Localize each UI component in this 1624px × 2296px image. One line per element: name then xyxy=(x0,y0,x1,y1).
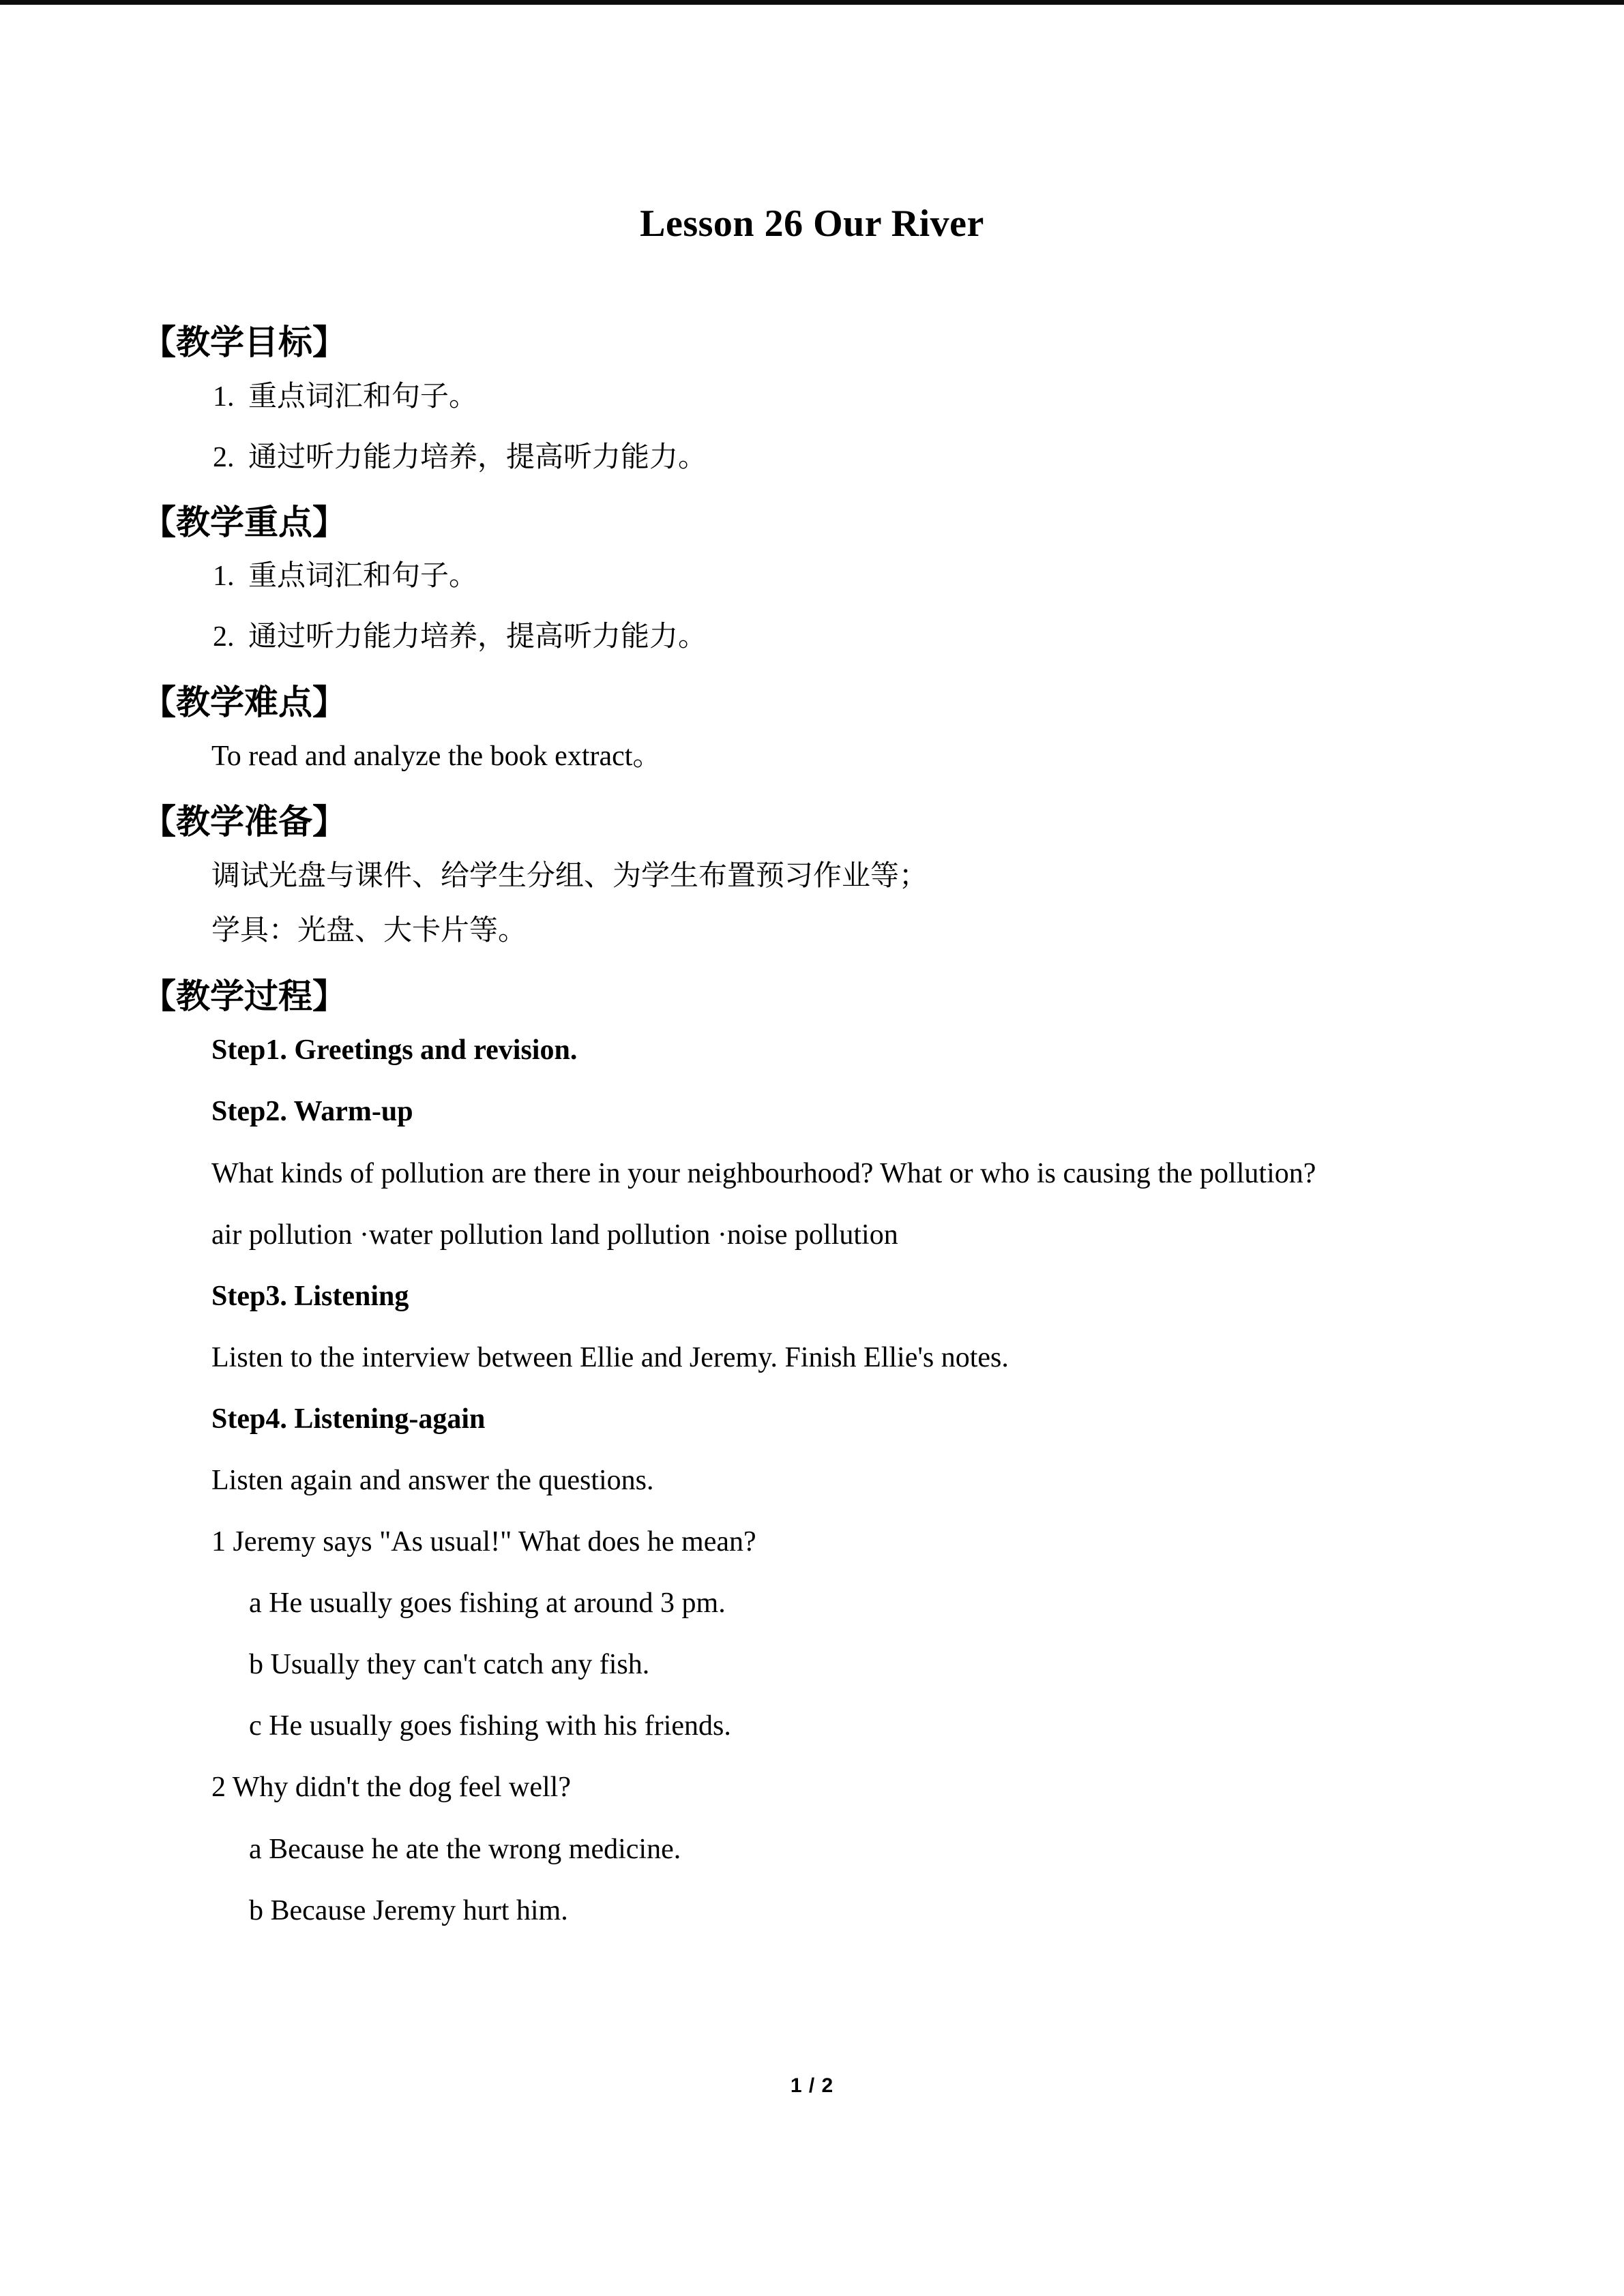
section-heading-objectives: 【教学目标】 xyxy=(142,323,346,362)
section-heading-preparation: 【教学准备】 xyxy=(142,803,346,841)
preparation-line-2: 学具：光盘、大卡片等。 xyxy=(211,914,527,946)
list-item xyxy=(136,561,1488,591)
step2-pollution-types: air pollution ·water pollution land pollution ·noise pollution xyxy=(211,1219,898,1251)
list-item-label: 重点词汇和句子。 xyxy=(248,561,478,593)
list-item-number: 1. xyxy=(213,381,235,413)
step3-instruction: Listen to the interview between Ellie and Jeremy. Finish Ellie's notes. xyxy=(211,1341,1009,1373)
question-prompt: 1 Jeremy says "As usual!" What does he mean? xyxy=(211,1526,756,1558)
question-option: a He usually goes fishing at around 3 pm. xyxy=(249,1587,726,1620)
list-item-label: 重点词汇和句子。 xyxy=(248,381,478,413)
preparation-line-1: 调试光盘与课件、给学生分组、为学生布置预习作业等； xyxy=(211,860,928,892)
section-preparation xyxy=(136,803,1488,946)
list-item-number: 1. xyxy=(213,561,235,593)
list-item-label: 通过听力能力培养，提高听力能力。 xyxy=(248,441,707,473)
step4-title: Step4. Listening-again xyxy=(211,1403,486,1435)
step1-title: Step1. Greetings and revision. xyxy=(211,1034,578,1067)
section-heading-process: 【教学过程】 xyxy=(142,976,346,1015)
question-prompt: 2 Why didn't the dog feel well? xyxy=(211,1772,571,1804)
section-objectives xyxy=(136,323,1488,473)
step3-title: Step3. Listening xyxy=(211,1280,409,1312)
list-item xyxy=(136,622,1488,652)
section-heading-difficulties: 【教学难点】 xyxy=(142,683,346,721)
list-item-number: 2. xyxy=(213,441,235,473)
list-item-number: 2. xyxy=(213,621,235,653)
page-title: Lesson 26 Our River xyxy=(640,203,984,245)
step2-title: Step2. Warm-up xyxy=(211,1096,413,1128)
question-option: a Because he ate the wrong medicine. xyxy=(249,1833,681,1865)
list-item xyxy=(136,443,1488,473)
section-process xyxy=(136,977,1488,1926)
list-item-label: 通过听力能力培养，提高听力能力。 xyxy=(248,621,707,653)
difficulties-body: To read and analyze the book extract。 xyxy=(211,741,662,773)
step2-question: What kinds of pollution are there in your neighbourhood? What or who is causing the pollution? xyxy=(211,1157,1316,1189)
page-footer: 1 / 2 xyxy=(790,2074,834,2097)
question-option: b Usually they can't catch any fish. xyxy=(249,1649,650,1681)
step4-instruction: Listen again and answer the questions. xyxy=(211,1465,654,1496)
section-difficulties xyxy=(136,683,1488,772)
section-key-points xyxy=(136,503,1488,653)
question-option: b Because Jeremy hurt him. xyxy=(249,1894,568,1926)
question-option: c He usually goes fishing with his friends. xyxy=(249,1710,731,1742)
section-heading-key-points: 【教学重点】 xyxy=(142,503,346,541)
list-item xyxy=(136,382,1488,412)
